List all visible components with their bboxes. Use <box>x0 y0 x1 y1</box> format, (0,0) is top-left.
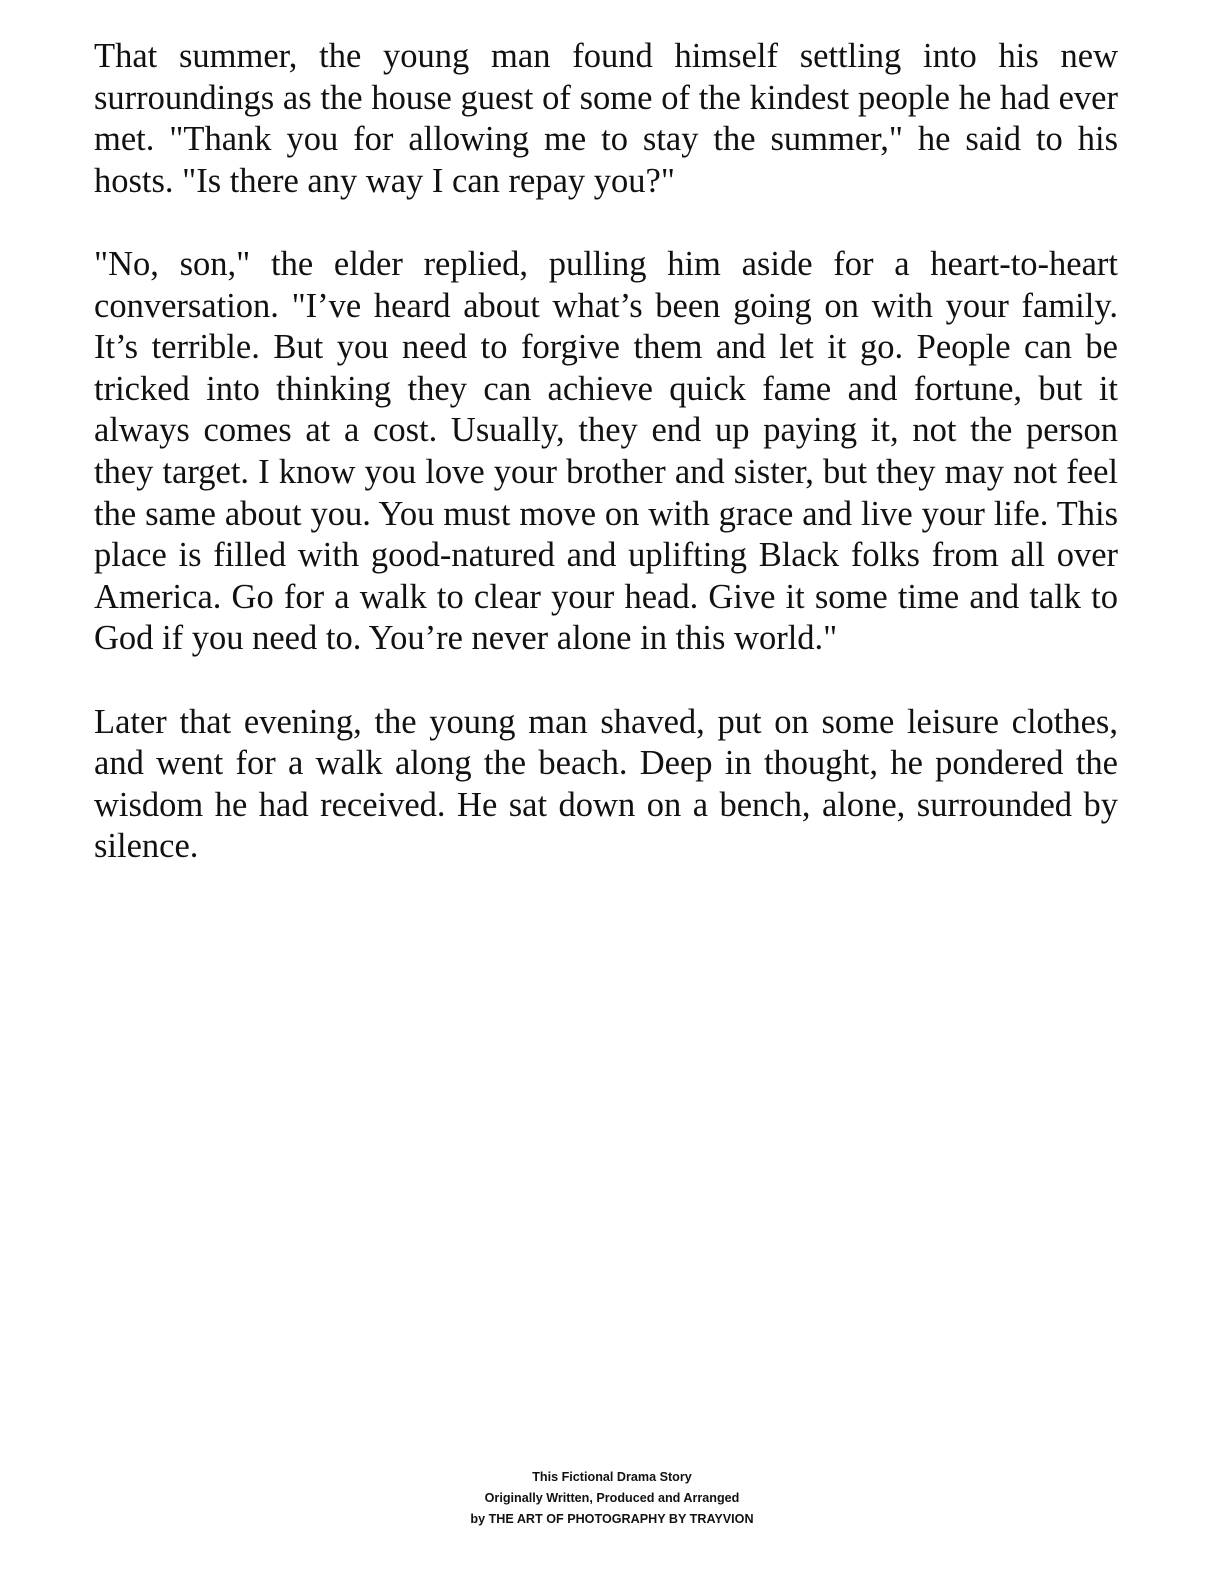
footer-line-3: by THE ART OF PHOTOGRAPHY BY TRAYVION <box>470 1512 754 1526</box>
story-paragraph-2: "No, son," the elder replied, pulling him aside for a heart-to-heart conversation. "I’ve heard about what’s been going on with your family. It’s terrible. But you need to forgive them and let it go. People can be tricked into thinking they can achieve quick fame and fortune, but it always comes at a cost. Usually, they end up paying it, not the person they target. I know you love your brother and sister, but they may not feel the same about you. You must move on with grace and live your life. This place is filled with good-natured and uplifting Black folks from all over America. Go for a walk to clear your head. Give it some time and talk to God if you need to. You’re never alone in this world." <box>94 244 1118 658</box>
story-paragraph-1: That summer, the young man found himself settling into his new surroundings as the house guest of some of the kindest people he had ever met. "Thank you for allowing me to stay the summer," he said to his hosts. "Is there any way I can repay you?" <box>94 37 1118 200</box>
footer-line-2: Originally Written, Produced and Arranged <box>484 1491 740 1505</box>
story-paragraph-3: Later that evening, the young man shaved, put on some leisure clothes, and went for a walk along the beach. Deep in thought, he pondered the wisdom he had received. He sat down on a bench, alone, surrounded by silence. <box>94 702 1118 866</box>
story-body <box>94 36 1118 868</box>
page-footer <box>0 1467 1224 1530</box>
footer-line-1: This Fictional Drama Story <box>532 1470 692 1484</box>
